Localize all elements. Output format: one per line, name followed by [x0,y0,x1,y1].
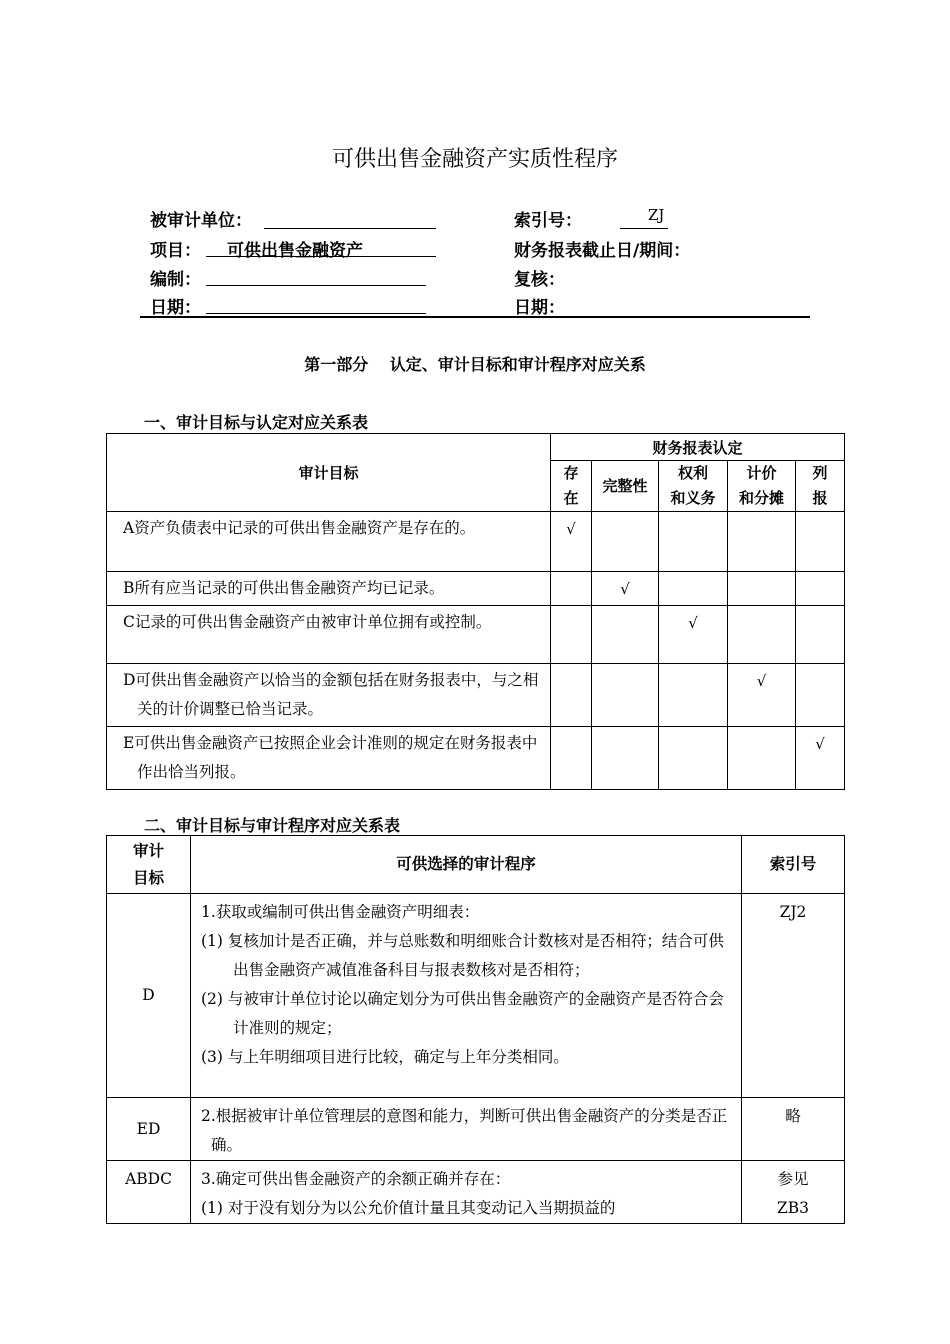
check-cell [551,727,592,790]
procedure-sub-text: (2) 与被审计单位讨论以确定划分为可供出售金融资产的金融资产是否符合会计准则的规定； [201,990,724,1037]
procedure-sub-text: (3) 与上年明细项目进行比较，确定与上年分类相同。 [201,1048,569,1066]
check-cell [592,572,659,606]
assertion-row [107,664,845,727]
check-cell [551,512,592,572]
assertion-header-4: 列 报 [796,461,845,512]
index-no-label: 索引号： [514,211,582,231]
check-mark-icon: √ [566,520,576,538]
check-cell [551,572,592,606]
assertion-table [106,433,845,790]
check-cell [659,606,728,664]
index-no-value: ZJ [648,206,665,224]
check-mark-icon: √ [688,614,698,632]
date-label-right: 日期： [514,298,565,318]
index-cell: ZJ2 [742,894,845,1098]
audited-unit-field[interactable] [264,228,436,229]
assertion-header-1: 完整性 [592,461,659,512]
procedure-main-text: 2.根据被审计单位管理层的意图和能力，判断可供出售金融资产的分类是否正确。 [201,1107,728,1154]
page-title: 可供出售金融资产实质性程序 [331,147,618,172]
assertion-header-3: 计价 和分摊 [728,461,796,512]
target-cell: D [107,894,191,1098]
check-cell [659,512,728,572]
procedure-table [106,835,845,1224]
objective-header: 审计目标 [107,434,551,512]
check-mark-icon: √ [756,672,767,690]
target-cell: ABDC [107,1161,191,1224]
check-cell [728,606,796,664]
check-cell [659,572,728,606]
check-cell [796,512,845,572]
procedure-sub-text: (1) 复核加计是否正确，并与总账数和明细账合计数核对是否相符；结合可供出售金融资产减值准备科目与报表数核对是否相符； [201,932,724,979]
section1-title: 一、审计目标与认定对应关系表 [144,413,369,432]
objective-text: B所有应当记录的可供出售金融资产均已记录。 [123,579,445,597]
part-title: 第一部分 认定、审计目标和审计程序对应关系 [304,355,646,374]
target-header: 审计 目标 [107,836,191,894]
objective-text: A资产负债表中记录的可供出售金融资产是存在的。 [123,519,476,537]
check-cell [796,664,845,727]
check-cell [728,512,796,572]
check-cell [659,664,728,727]
target-cell: ED [107,1098,191,1161]
assertion-header-0: 存 在 [551,461,592,512]
assertion-row [107,572,845,606]
check-cell [592,664,659,727]
check-mark-icon: √ [620,580,630,598]
check-cell [592,512,659,572]
index-cell: 略 [742,1098,845,1161]
check-cell [551,606,592,664]
section2-title: 二、审计目标与审计程序对应关系表 [144,816,401,835]
procedure-sub-text: (1) 对于没有划分为以公允价值计量且其变动记入当期损益的 [201,1199,616,1217]
assertion-header-2: 权利 和义务 [659,461,728,512]
date-field-left[interactable] [206,313,426,314]
check-cell [728,727,796,790]
procedure-row [107,1161,845,1224]
project-value: 可供出售金融资产 [227,241,363,261]
procedure-row [107,894,845,1098]
procedure-row [107,1098,845,1161]
project-label: 项目： [150,241,201,261]
prepared-by-field[interactable] [206,285,426,286]
check-mark-icon: √ [815,735,825,753]
procedure-header: 可供选择的审计程序 [191,836,742,894]
check-cell [659,727,728,790]
index-cell: 参见 ZB3 [742,1161,845,1224]
check-cell [592,606,659,664]
objective-text: C记录的可供出售金融资产由被审计单位拥有或控制。 [123,613,492,631]
check-cell [592,727,659,790]
period-label: 财务报表截止日/期间： [514,241,691,261]
check-cell [796,727,845,790]
check-cell [796,572,845,606]
check-cell [551,664,592,727]
reviewed-by-label: 复核： [514,270,565,290]
procedure-main-text: 1.获取或编制可供出售金融资产明细表： [201,903,480,921]
audited-unit-label: 被审计单位： [150,211,252,231]
index-no-field[interactable] [620,228,668,229]
procedure-main-text: 3.确定可供出售金融资产的余额正确并存在： [201,1170,511,1188]
prepared-by-label: 编制： [150,270,201,290]
assertion-row [107,606,845,664]
assertion-row [107,512,845,572]
objective-text: D可供出售金融资产以恰当的金额包括在财务报表中，与之相关的计价调整已恰当记录。 [123,671,539,718]
check-cell [796,606,845,664]
assertion-group-header: 财务报表认定 [551,434,845,461]
check-cell [728,664,796,727]
assertion-row [107,727,845,790]
date-label-left: 日期： [150,298,201,318]
objective-text: E可供出售金融资产已按照企业会计准则的规定在财务报表中作出恰当列报。 [123,734,538,781]
check-cell [728,572,796,606]
index-header: 索引号 [742,836,845,894]
header-rule [140,316,810,318]
